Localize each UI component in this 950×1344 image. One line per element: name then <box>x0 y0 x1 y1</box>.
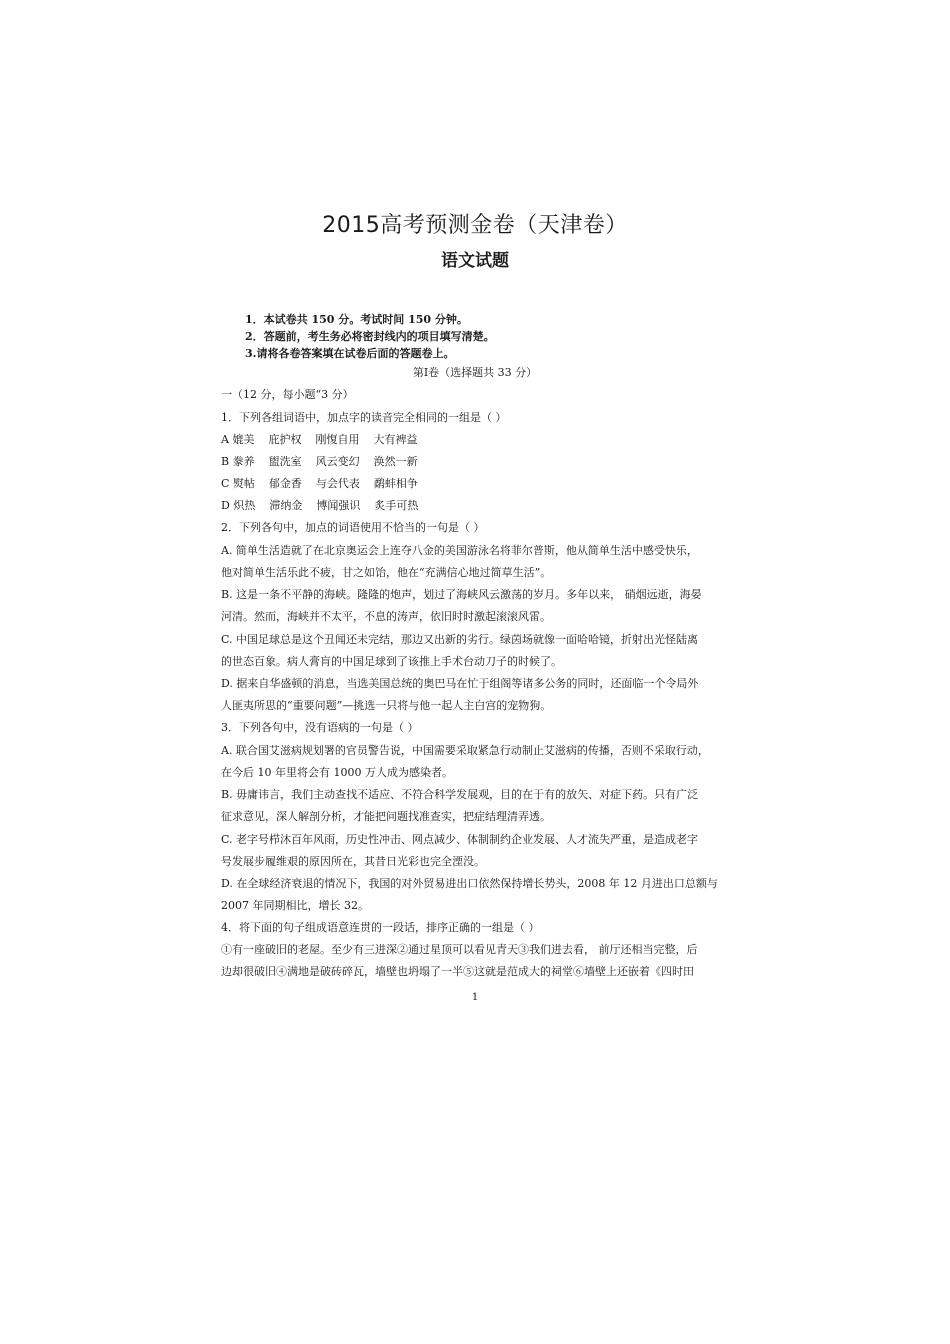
question-1-option-c <box>221 475 432 491</box>
question-2-stem: 2．下列各句中，加点的词语使用不恰当的一句是（ ） <box>221 521 485 534</box>
instruction-3: 3.请将各卷答案填在试卷后面的答题卷上。 <box>245 347 455 360</box>
question-2-line: 人匪夷所思的“重要问题”—挑选一只将与他一起人主白宫的宠物狗。 <box>221 699 552 712</box>
question-3-line: 在今后 10 年里将会有 1000 万人成为感染者。 <box>221 766 453 779</box>
question-1-option-b <box>221 453 432 469</box>
section-heading: 一（12 分，每小题“3 分） <box>221 388 354 401</box>
option-word: 盥洗室 <box>268 455 302 468</box>
option-word: 庇护权 <box>268 433 302 446</box>
option-word: A 媲美 <box>221 433 255 446</box>
question-4-stem: 4．将下面的句子组成语意连贯的一段话，排序正确的一组是（ ） <box>221 921 540 934</box>
question-3-line: D. 在全球经济衰退的情况下，我国的对外贸易进出口依然保持增长势头，2008 年 12 月进出口总额与 <box>221 877 718 890</box>
option-word: 炙手可热 <box>374 499 419 512</box>
question-2-line: 的世态百象。病人膏肓的中国足球到了该推上手术台动刀子的时候了。 <box>221 655 562 668</box>
question-2-line: 河清。然而，海峡并不太平，不息的涛声，依旧时时激起滚滚风雷。 <box>221 610 551 623</box>
option-word: 鹬蚌相争 <box>373 477 418 490</box>
question-2-line: B. 这是一条不平静的海峡。隆隆的炮声，划过了海峡风云激荡的岁月。多年以来， 硝烟远逝，海晏 <box>221 588 702 601</box>
question-2-line: 他对简单生活乐此不疲，甘之如饴，他在“充满信心地过简草生活”。 <box>221 566 552 579</box>
option-word: 与会代表 <box>315 477 360 490</box>
option-word: 刚愎自用 <box>315 433 360 446</box>
option-word: 博闻强识 <box>316 499 361 512</box>
question-3-line: B. 毋庸讳言，我们主动查找不适应、不符合科学发展观，目的在于有的放矢、对症下药。只有广泛 <box>221 788 699 801</box>
option-word: 风云变幻 <box>315 455 360 468</box>
question-3-stem: 3．下列各句中，没有语病的一句是（ ） <box>221 721 419 734</box>
option-word: D 炽热 <box>221 499 256 512</box>
question-4-line: 边却很破旧④满地是破砖碎瓦，墙壁也坍塌了一半⑤这就是范成大的祠堂⑥墙壁上还嵌着《四时田 <box>221 965 694 978</box>
exam-title: 2015高考预测金卷（天津卷） <box>322 213 628 238</box>
option-word: C 熨帖 <box>221 477 255 490</box>
question-1-option-a <box>221 431 431 447</box>
option-word: 大有裨益 <box>373 433 418 446</box>
question-1-option-d <box>221 497 432 513</box>
instruction-2: 2．答题前，考生务必将密封线内的项目填写清楚。 <box>245 330 495 343</box>
question-3-line: 号发展步履维艰的原因所在，其昔日光彩也完全湮没。 <box>221 855 485 868</box>
question-3-line: 2007 年同期相比，增长 32。 <box>221 899 369 912</box>
option-word: 滞纳金 <box>269 499 303 512</box>
option-word: B 豢养 <box>221 455 255 468</box>
part-heading: 第Ⅰ卷（选择题共 33 分） <box>412 366 538 379</box>
question-2-line: D. 据来自华盛顿的消息，当选美国总统的奥巴马在忙于组阁等诸多公务的同时，还面临一个令局外 <box>221 677 699 690</box>
question-2-line: C. 中国足球总是这个丑闻还未完结，那边又出新的劣行。绿茵场就像一面哈哈镜，折射出光怪陆离 <box>221 633 699 646</box>
question-1-stem: 1．下列各组词语中，加点字的读音完全相同的一组是（ ） <box>221 411 507 424</box>
page-number: 1 <box>471 992 479 1003</box>
option-word: 涣然一新 <box>373 455 418 468</box>
question-3-line: A. 联合国艾滋病规划署的官员警告说，中国需要采取紧急行动制止艾滋病的传播，否则不采取行动， <box>221 744 709 757</box>
question-4-line: ①有一座破旧的老屋。至少有三进深②通过星顶可以看见青天③我们进去看， 前厅还相当完整，后 <box>221 943 698 956</box>
question-3-line: C. 老字号栉沐百年风雨，历史性冲击、网点减少、体制制约企业发展、人才流失严重，是造成老字 <box>221 833 699 846</box>
instruction-1: 1．本试卷共 150 分。考试时间 150 分钟。 <box>245 313 468 326</box>
question-3-line: 征求意见，深人解剖分析，才能把问题找准查实，把症结理清弄透。 <box>221 810 551 823</box>
exam-subtitle: 语文试题 <box>441 251 509 271</box>
option-word: 郁金香 <box>268 477 302 490</box>
question-2-line: A. 简单生活造就了在北京奥运会上连夺八金的美国游泳名将菲尔普斯，他从简单生活中感受快乐， <box>221 544 698 557</box>
